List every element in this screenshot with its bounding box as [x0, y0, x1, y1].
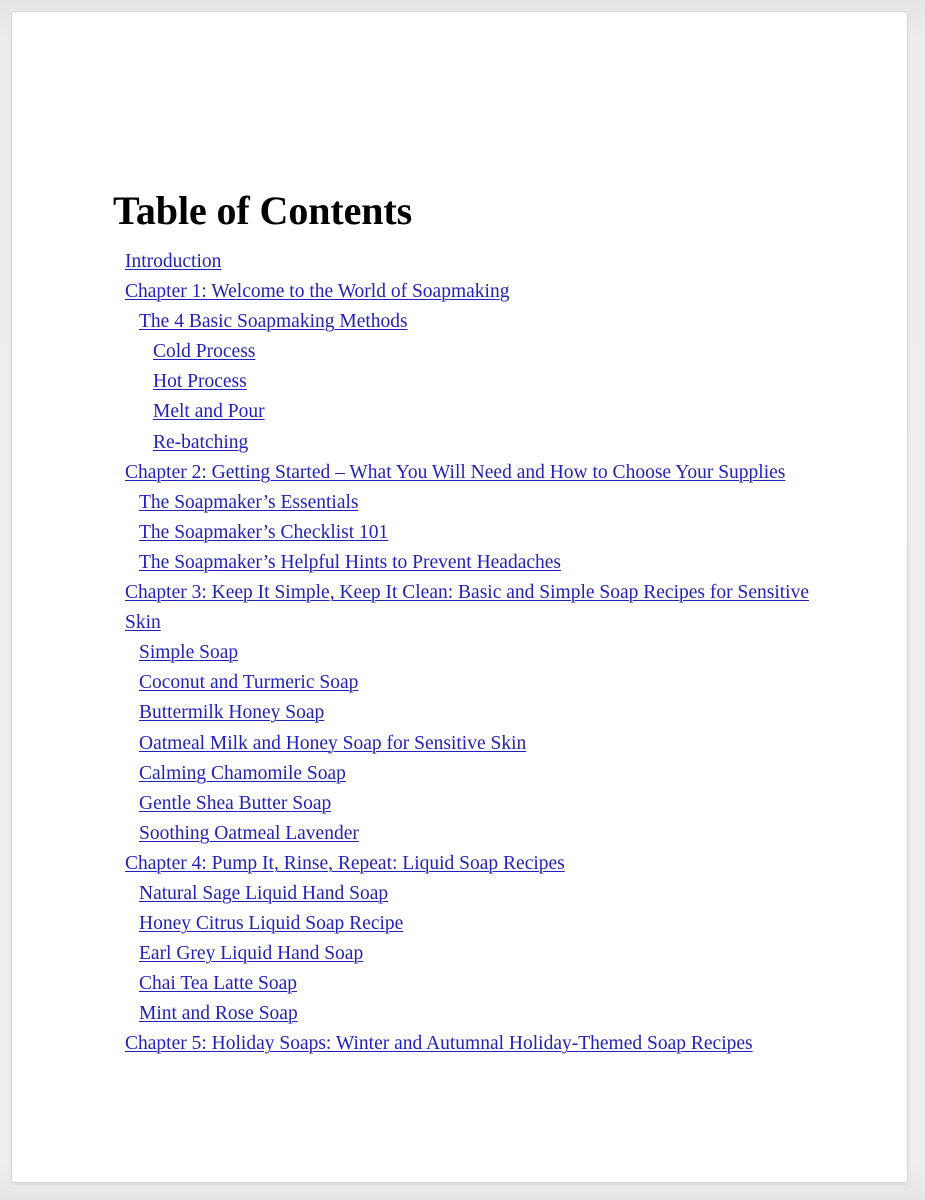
toc-entry-link[interactable]: Cold Process	[153, 341, 256, 363]
table-of-contents-list	[113, 247, 843, 1060]
toc-entry-link[interactable]: Re-batching	[153, 431, 249, 453]
toc-entry-link[interactable]: The 4 Basic Soapmaking Methods	[139, 311, 408, 333]
toc-entry-link[interactable]: Earl Grey Liquid Hand Soap	[139, 943, 364, 965]
toc-entry-link[interactable]: Coconut and Turmeric Soap	[139, 672, 359, 694]
toc-entry-link[interactable]: Buttermilk Honey Soap	[139, 702, 325, 724]
toc-entry-link[interactable]: Chapter 5: Holiday Soaps: Winter and Autumnal Holiday-Themed Soap Recipes	[125, 1033, 753, 1055]
toc-entry-link[interactable]: Natural Sage Liquid Hand Soap	[139, 882, 389, 904]
document-page	[11, 11, 908, 1183]
toc-entry-link[interactable]: Chapter 1: Welcome to the World of Soapmaking	[125, 281, 510, 303]
toc-entry-link[interactable]: Simple Soap	[139, 642, 239, 664]
toc-entry-link[interactable]: Chapter 4: Pump It, Rinse, Repeat: Liquid Soap Recipes	[125, 852, 565, 874]
toc-entry-link[interactable]: Introduction	[125, 251, 222, 272]
toc-entry-link[interactable]: Chapter 3: Keep It Simple, Keep It Clean: Basic and Simple Soap Recipes for Sensitive Skin	[125, 582, 809, 634]
toc-entry-link[interactable]: Calming Chamomile Soap	[139, 762, 346, 784]
toc-entry-link[interactable]: Mint and Rose Soap	[139, 1003, 298, 1025]
toc-entry-link[interactable]: Soothing Oatmeal Lavender	[139, 822, 359, 844]
toc-entry-link[interactable]: Hot Process	[153, 371, 247, 393]
toc-entry-link[interactable]: Oatmeal Milk and Honey Soap for Sensitive Skin	[139, 732, 527, 754]
toc-entry-link[interactable]: The Soapmaker’s Checklist 101	[139, 521, 389, 543]
toc-entry-link[interactable]: The Soapmaker’s Helpful Hints to Prevent Headaches	[139, 551, 562, 573]
toc-entry-link[interactable]: Honey Citrus Liquid Soap Recipe	[139, 913, 404, 935]
toc-entry-link[interactable]: Melt and Pour	[153, 401, 265, 423]
toc-entry-link[interactable]: The Soapmaker’s Essentials	[139, 491, 359, 513]
toc-entry-link[interactable]: Chai Tea Latte Soap	[139, 973, 298, 995]
toc-entry-link[interactable]: Chapter 2: Getting Started – What You Will Need and How to Choose Your Supplies	[125, 461, 786, 483]
toc-entry-link[interactable]: Gentle Shea Butter Soap	[139, 792, 332, 814]
page-title: Table of Contents	[113, 187, 413, 233]
